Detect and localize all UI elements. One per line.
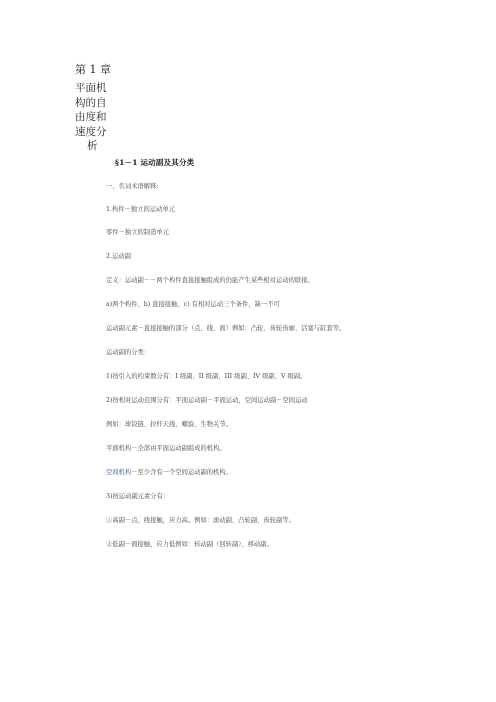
body-line-planar-mechanism: 平面机构－全部由平面运动副组成的机构。 bbox=[106, 445, 226, 452]
spatial-mechanism-term: 空间机构 bbox=[106, 469, 132, 476]
body-line-spatial-mechanism bbox=[106, 468, 232, 477]
chapter-title bbox=[75, 81, 125, 154]
body-line-definition: 定义：运动副－－两个构件直接接触组成的仍能产生某些相对运动的联接。 bbox=[106, 277, 314, 284]
body-line-higher-pair: ①高副－点、线接触，应力高。例如：滚动副、凸轮副、齿轮副等。 bbox=[106, 517, 295, 524]
body-line-examples: 例如：球铰链、拉杆天线、螺旋、生物关节。 bbox=[106, 421, 232, 428]
chapter-title-line: 析 bbox=[87, 140, 98, 152]
chapter-title-line: 构的自 bbox=[75, 96, 107, 109]
body-line-pair-elements: 运动副元素－直接接触的部分（点、线、面）例如：凸轮、齿轮齿廓、活塞与缸套等。 bbox=[106, 325, 346, 332]
body-line-by-motion-range: 2)按相对运动范围分有：平面运动副－平面运动，空间运动副－空间运动 bbox=[106, 397, 308, 404]
body-line-terms: 一、名词术语解释: bbox=[106, 183, 159, 190]
body-line-conditions: a)两个构件、b) 直接接触、c) 有相对运动三个条件，缺一不可 bbox=[106, 301, 280, 308]
chapter-title-line: 速度分 bbox=[75, 125, 107, 138]
chapter-title-line: 平面机 bbox=[75, 82, 107, 94]
section-heading: §1－1 运动副及其分类 bbox=[115, 158, 195, 167]
body-line-kinematic-pair: 2.运动副 bbox=[106, 253, 131, 260]
chapter-title-line: 由度和 bbox=[75, 111, 107, 123]
body-line-by-elements: 3)按运动副元素分有： bbox=[106, 493, 170, 500]
body-line-by-constraints: 1)按引入的约束数分有：I 级副、II 级副、III 级副、IV 级副、V 级副。 bbox=[106, 373, 307, 380]
body-line-part: 零件－独立的制造单元 bbox=[106, 229, 169, 236]
body-line-component: 1.构件－独立的运动单元 bbox=[106, 206, 175, 213]
chapter-label: 第 1 章 bbox=[75, 63, 111, 76]
body-line-lower-pair: ②低副－面接触，应力低例如：转动副（回转副）、移动副。 bbox=[106, 541, 273, 548]
spatial-mechanism-definition: －至少含有一个空间运动副的机构。 bbox=[131, 469, 232, 476]
body-line-classification: 运动副的分类： bbox=[106, 349, 151, 356]
